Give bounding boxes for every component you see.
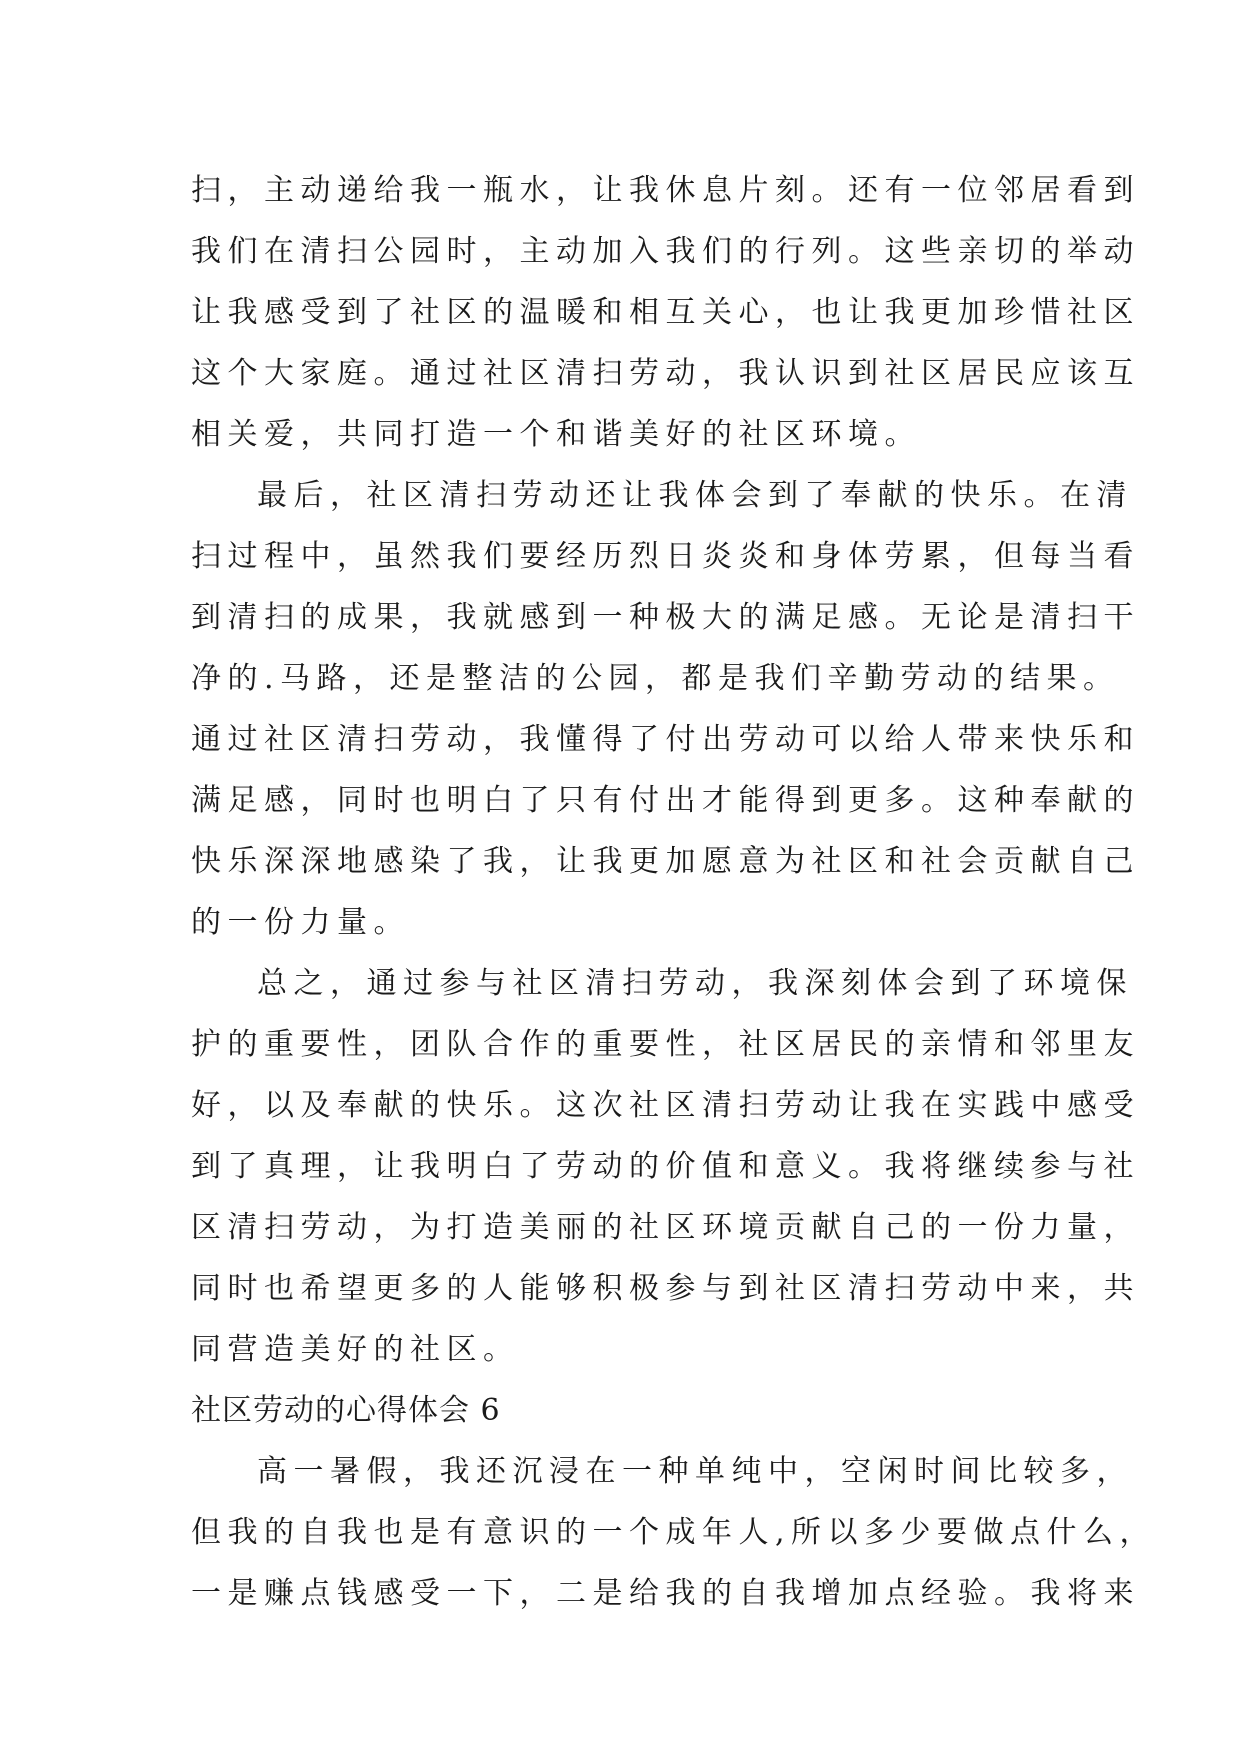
paragraph-3-line-4: 到了真理，让我明白了劳动的价值和意义。我将继续参与社 <box>191 1149 1140 1184</box>
paragraph-3-line-6: 同时也希望更多的人能够积极参与到社区清扫劳动中来，共 <box>191 1271 1140 1306</box>
paragraph-3-line-7: 同营造美好的社区。 <box>191 1332 520 1367</box>
paragraph-3-line-3: 好，以及奉献的快乐。这次社区清扫劳动让我在实践中感受 <box>191 1088 1140 1123</box>
paragraph-1-line-1: 扫，主动递给我一瓶水，让我休息片刻。还有一位邻居看到 <box>191 173 1140 208</box>
paragraph-1-line-3: 让我感受到了社区的温暖和相互关心，也让我更加珍惜社区 <box>191 295 1140 330</box>
paragraph-4-line-1: 高一暑假，我还沉浸在一种单纯中，空闲时间比较多， <box>257 1454 1133 1489</box>
section-heading: 社区劳动的心得体会 6 <box>191 1393 501 1428</box>
paragraph-2-line-1: 最后，社区清扫劳动还让我体会到了奉献的快乐。在清 <box>257 478 1133 513</box>
paragraph-4-line-3: 一是赚点钱感受一下，二是给我的自我增加点经验。我将来 <box>191 1576 1140 1611</box>
paragraph-2-line-5: 通过社区清扫劳动，我懂得了付出劳动可以给人带来快乐和 <box>191 722 1140 757</box>
paragraph-1-line-5: 相关爱，共同打造一个和谐美好的社区环境。 <box>191 417 921 452</box>
paragraph-3-line-1: 总之，通过参与社区清扫劳动，我深刻体会到了环境保 <box>257 966 1133 1001</box>
paragraph-2-line-2: 扫过程中，虽然我们要经历烈日炎炎和身体劳累，但每当看 <box>191 539 1140 574</box>
document-body <box>191 160 1157 1624</box>
paragraph-2-line-6: 满足感，同时也明白了只有付出才能得到更多。这种奉献的 <box>191 783 1140 818</box>
paragraph-3-line-5: 区清扫劳动，为打造美丽的社区环境贡献自己的一份力量， <box>191 1210 1140 1245</box>
paragraph-2-line-7: 快乐深深地感染了我，让我更加愿意为社区和社会贡献自己 <box>191 844 1140 879</box>
paragraph-2-line-3: 到清扫的成果，我就感到一种极大的满足感。无论是清扫干 <box>191 600 1140 635</box>
paragraph-1-line-2: 我们在清扫公园时，主动加入我们的行列。这些亲切的举动 <box>191 234 1140 269</box>
paragraph-2-line-4: 净的.马路，还是整洁的公园，都是我们辛勤劳动的结果。 <box>191 661 1120 696</box>
paragraph-1-line-4: 这个大家庭。通过社区清扫劳动，我认识到社区居民应该互 <box>191 356 1140 391</box>
paragraph-4-line-2: 但我的自我也是有意识的一个成年人,所以多少要做点什么， <box>191 1515 1157 1550</box>
paragraph-3-line-2: 护的重要性，团队合作的重要性，社区居民的亲情和邻里友 <box>191 1027 1140 1062</box>
paragraph-2-line-8: 的一份力量。 <box>191 905 410 940</box>
